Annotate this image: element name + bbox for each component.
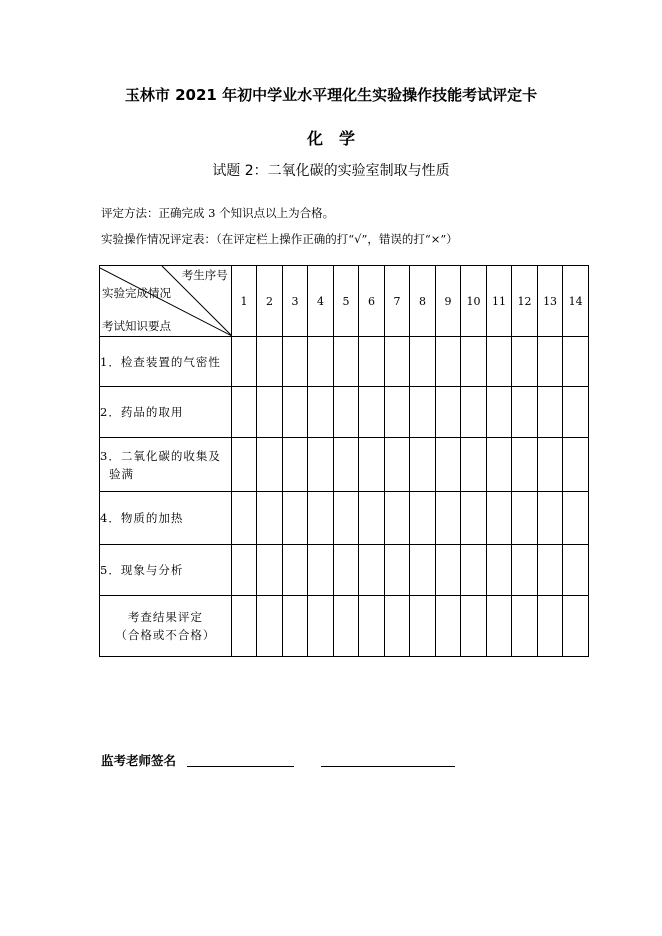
table-row <box>100 337 589 387</box>
score-cell[interactable] <box>384 545 410 596</box>
evaluation-method: 评定方法：正确完成 3 个知识点以上为合格。 <box>101 206 335 220</box>
score-cell[interactable] <box>563 596 589 657</box>
score-cell[interactable] <box>282 438 308 492</box>
score-cell[interactable] <box>231 545 257 596</box>
score-cell[interactable] <box>257 596 283 657</box>
score-cell[interactable] <box>257 438 283 492</box>
score-cell[interactable] <box>435 492 461 545</box>
score-cell[interactable] <box>563 545 589 596</box>
score-cell[interactable] <box>333 438 359 492</box>
score-cell[interactable] <box>333 545 359 596</box>
signature-line[interactable] <box>187 766 294 767</box>
score-cell[interactable] <box>410 438 436 492</box>
knowledge-point-label: 3．二氧化碳的收集及 验满 <box>100 438 232 492</box>
score-cell[interactable] <box>486 438 512 492</box>
student-number-header: 14 <box>563 266 589 337</box>
score-cell[interactable] <box>333 337 359 387</box>
score-cell[interactable] <box>512 596 538 657</box>
subject-heading: 化 学 <box>306 129 355 148</box>
score-cell[interactable] <box>486 545 512 596</box>
score-cell[interactable] <box>282 492 308 545</box>
knowledge-point-label: 5．现象与分析 <box>100 545 232 596</box>
header-row <box>100 266 589 337</box>
score-cell[interactable] <box>512 337 538 387</box>
score-cell[interactable] <box>257 492 283 545</box>
knowledge-point-label: 2．药品的取用 <box>100 387 232 438</box>
score-cell[interactable] <box>563 387 589 438</box>
score-cell[interactable] <box>257 545 283 596</box>
score-cell[interactable] <box>257 387 283 438</box>
student-number-header: 5 <box>333 266 359 337</box>
score-cell[interactable] <box>461 337 487 387</box>
score-cell[interactable] <box>435 387 461 438</box>
student-number-header: 13 <box>537 266 563 337</box>
score-cell[interactable] <box>435 596 461 657</box>
score-cell[interactable] <box>410 387 436 438</box>
table-row <box>100 545 589 596</box>
score-cell[interactable] <box>410 492 436 545</box>
student-number-header: 4 <box>308 266 334 337</box>
score-cell[interactable] <box>308 545 334 596</box>
score-cell[interactable] <box>537 337 563 387</box>
score-cell[interactable] <box>359 438 385 492</box>
proctor-signature-label: 监考老师签名 <box>101 753 177 768</box>
score-cell[interactable] <box>231 337 257 387</box>
student-number-header: 9 <box>435 266 461 337</box>
student-number-header: 11 <box>486 266 512 337</box>
card-title: 玉林市 2021 年初中学业水平理化生实验操作技能考试评定卡 <box>124 86 538 104</box>
score-cell[interactable] <box>282 387 308 438</box>
student-number-header: 10 <box>461 266 487 337</box>
score-cell[interactable] <box>282 596 308 657</box>
score-cell[interactable] <box>308 337 334 387</box>
student-number-header: 12 <box>512 266 538 337</box>
score-cell[interactable] <box>537 492 563 545</box>
score-cell[interactable] <box>563 438 589 492</box>
score-cell[interactable] <box>537 596 563 657</box>
evaluation-instruction: 实验操作情况评定表：（在评定栏上操作正确的打“√”，错误的打“×”） <box>101 232 458 246</box>
score-cell[interactable] <box>359 337 385 387</box>
score-cell[interactable] <box>308 387 334 438</box>
exam-topic: 试题 2：二氧化碳的实验室制取与性质 <box>212 163 450 179</box>
score-cell[interactable] <box>461 438 487 492</box>
score-cell[interactable] <box>486 492 512 545</box>
score-cell[interactable] <box>308 492 334 545</box>
knowledge-point-label: 4．物质的加热 <box>100 492 232 545</box>
score-cell[interactable] <box>486 337 512 387</box>
score-cell[interactable] <box>486 387 512 438</box>
score-cell[interactable] <box>461 596 487 657</box>
student-number-header: 8 <box>410 266 436 337</box>
score-cell[interactable] <box>563 492 589 545</box>
score-cell[interactable] <box>333 387 359 438</box>
evaluation-table <box>99 265 589 657</box>
corner-cell <box>100 266 232 337</box>
score-cell[interactable] <box>384 492 410 545</box>
table-row <box>100 492 589 545</box>
result-label: 考查结果评定 （合格或不合格） <box>100 596 232 657</box>
score-cell[interactable] <box>435 438 461 492</box>
score-cell[interactable] <box>461 387 487 438</box>
score-cell[interactable] <box>384 596 410 657</box>
score-cell[interactable] <box>384 387 410 438</box>
score-cell[interactable] <box>384 337 410 387</box>
score-cell[interactable] <box>359 387 385 438</box>
score-cell[interactable] <box>308 596 334 657</box>
signature-line[interactable] <box>321 766 455 767</box>
score-cell[interactable] <box>461 545 487 596</box>
corner-label-student-number: 考生序号 <box>181 268 228 282</box>
score-cell[interactable] <box>231 492 257 545</box>
table-row <box>100 387 589 438</box>
score-cell[interactable] <box>359 545 385 596</box>
knowledge-point-label: 1．检查装置的气密性 <box>100 337 232 387</box>
score-cell[interactable] <box>537 545 563 596</box>
corner-label-completion: 实验完成情况 <box>102 286 171 300</box>
score-cell[interactable] <box>512 492 538 545</box>
score-cell[interactable] <box>359 492 385 545</box>
student-number-header: 2 <box>257 266 283 337</box>
score-cell[interactable] <box>308 438 334 492</box>
score-cell[interactable] <box>512 545 538 596</box>
score-cell[interactable] <box>231 596 257 657</box>
student-number-header: 3 <box>282 266 308 337</box>
score-cell[interactable] <box>410 337 436 387</box>
score-cell[interactable] <box>410 545 436 596</box>
score-cell[interactable] <box>537 387 563 438</box>
score-cell[interactable] <box>282 337 308 387</box>
score-cell[interactable] <box>435 337 461 387</box>
score-cell[interactable] <box>461 492 487 545</box>
table-row <box>100 438 589 492</box>
score-cell[interactable] <box>231 438 257 492</box>
score-cell[interactable] <box>333 596 359 657</box>
student-number-header: 6 <box>359 266 385 337</box>
corner-label-knowledge-points: 考试知识要点 <box>102 319 171 333</box>
score-cell[interactable] <box>257 337 283 387</box>
score-cell[interactable] <box>384 438 410 492</box>
score-cell[interactable] <box>333 492 359 545</box>
score-cell[interactable] <box>537 438 563 492</box>
score-cell[interactable] <box>359 596 385 657</box>
score-cell[interactable] <box>563 337 589 387</box>
student-number-header: 1 <box>231 266 257 337</box>
score-cell[interactable] <box>512 438 538 492</box>
score-cell[interactable] <box>282 545 308 596</box>
student-number-header: 7 <box>384 266 410 337</box>
score-cell[interactable] <box>512 387 538 438</box>
score-cell[interactable] <box>435 545 461 596</box>
score-cell[interactable] <box>410 596 436 657</box>
score-cell[interactable] <box>231 387 257 438</box>
score-cell[interactable] <box>486 596 512 657</box>
result-row <box>100 596 589 657</box>
